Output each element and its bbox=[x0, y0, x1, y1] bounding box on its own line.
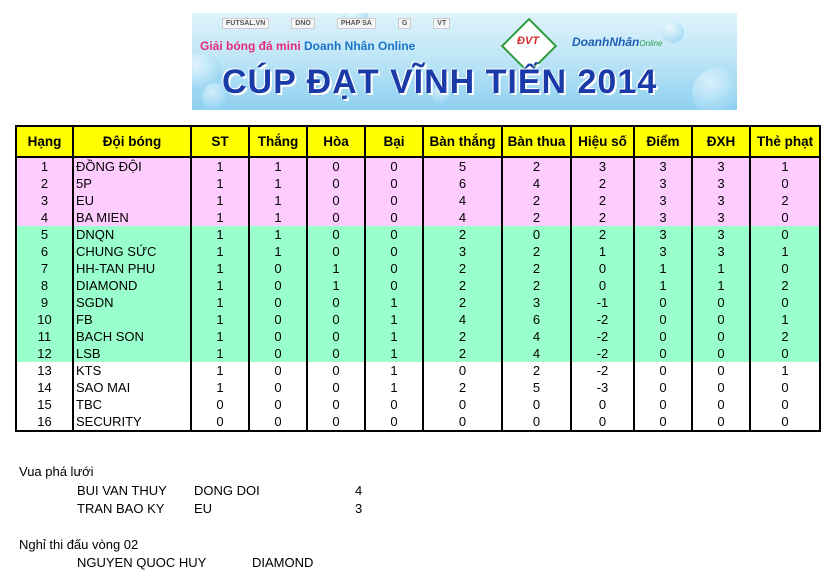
tournament-banner bbox=[192, 13, 737, 110]
cell-points: 0 bbox=[634, 328, 692, 345]
cell-played: 1 bbox=[191, 157, 249, 175]
cell-goals-against: 2 bbox=[502, 192, 571, 209]
cell-goals-against: 2 bbox=[502, 243, 571, 260]
cell-ranking-points: 0 bbox=[692, 379, 750, 396]
cell-drawn: 1 bbox=[307, 260, 365, 277]
cell-won: 0 bbox=[249, 362, 307, 379]
cell-won: 1 bbox=[249, 175, 307, 192]
cell-goals-for: 0 bbox=[423, 362, 502, 379]
cell-cards: 1 bbox=[750, 311, 820, 328]
cell-goal-diff: -1 bbox=[571, 294, 634, 311]
table-header bbox=[16, 126, 820, 157]
cell-goals-against: 4 bbox=[502, 175, 571, 192]
cell-team: SAO MAI bbox=[73, 379, 191, 396]
subtitle-brand: Doanh Nhân Online bbox=[304, 39, 416, 53]
cell-team: HH-TAN PHU bbox=[73, 260, 191, 277]
cell-goals-against: 5 bbox=[502, 379, 571, 396]
cell-points: 0 bbox=[634, 379, 692, 396]
cell-played: 1 bbox=[191, 226, 249, 243]
cell-rank: 10 bbox=[16, 311, 73, 328]
cell-played: 1 bbox=[191, 362, 249, 379]
cell-rank: 15 bbox=[16, 396, 73, 413]
cell-drawn: 1 bbox=[307, 277, 365, 294]
cell-cards: 0 bbox=[750, 175, 820, 192]
cell-ranking-points: 0 bbox=[692, 362, 750, 379]
cell-points: 3 bbox=[634, 175, 692, 192]
cell-cards: 1 bbox=[750, 362, 820, 379]
cell-ranking-points: 3 bbox=[692, 157, 750, 175]
bubble-decoration bbox=[692, 68, 737, 110]
cell-won: 1 bbox=[249, 209, 307, 226]
table-row bbox=[16, 243, 820, 260]
cell-points: 0 bbox=[634, 311, 692, 328]
cell-goals-against: 4 bbox=[502, 328, 571, 345]
column-header-goal-diff: Hiệu số bbox=[571, 126, 634, 157]
cell-ranking-points: 1 bbox=[692, 277, 750, 294]
cell-cards: 1 bbox=[750, 157, 820, 175]
cell-goal-diff: 2 bbox=[571, 209, 634, 226]
table-body bbox=[16, 157, 820, 431]
cell-goal-diff: -3 bbox=[571, 379, 634, 396]
column-header-lost: Bại bbox=[365, 126, 423, 157]
cell-points: 3 bbox=[634, 192, 692, 209]
cell-goal-diff: 2 bbox=[571, 175, 634, 192]
cell-drawn: 0 bbox=[307, 311, 365, 328]
cell-won: 0 bbox=[249, 328, 307, 345]
table-row bbox=[16, 345, 820, 362]
cell-drawn: 0 bbox=[307, 396, 365, 413]
cell-won: 0 bbox=[249, 379, 307, 396]
cell-goal-diff: 2 bbox=[571, 226, 634, 243]
cell-team: EU bbox=[73, 192, 191, 209]
cell-lost: 1 bbox=[365, 345, 423, 362]
cell-cards: 0 bbox=[750, 260, 820, 277]
cell-goals-for: 6 bbox=[423, 175, 502, 192]
cell-played: 1 bbox=[191, 345, 249, 362]
cell-won: 0 bbox=[249, 260, 307, 277]
cell-goal-diff: 0 bbox=[571, 413, 634, 431]
cell-team: KTS bbox=[73, 362, 191, 379]
cell-played: 1 bbox=[191, 379, 249, 396]
cell-lost: 0 bbox=[365, 209, 423, 226]
suspended-team: DIAMOND bbox=[252, 555, 314, 570]
cell-won: 1 bbox=[249, 192, 307, 209]
cell-cards: 1 bbox=[750, 243, 820, 260]
cell-goal-diff: -2 bbox=[571, 311, 634, 328]
cell-cards: 2 bbox=[750, 277, 820, 294]
cell-goals-for: 2 bbox=[423, 277, 502, 294]
cell-points: 3 bbox=[634, 157, 692, 175]
cell-points: 0 bbox=[634, 362, 692, 379]
scorer-team: DONG DOI bbox=[194, 483, 260, 498]
cell-goal-diff: 1 bbox=[571, 243, 634, 260]
cell-played: 1 bbox=[191, 311, 249, 328]
cell-goals-for: 2 bbox=[423, 345, 502, 362]
cell-goals-for: 2 bbox=[423, 226, 502, 243]
sponsor-logo: G bbox=[398, 18, 411, 29]
column-header-played: ST bbox=[191, 126, 249, 157]
cell-goals-against: 2 bbox=[502, 209, 571, 226]
cell-rank: 3 bbox=[16, 192, 73, 209]
standings-table bbox=[15, 125, 821, 432]
cell-rank: 1 bbox=[16, 157, 73, 175]
scorer-team: EU bbox=[194, 501, 213, 516]
cell-ranking-points: 3 bbox=[692, 243, 750, 260]
cell-drawn: 0 bbox=[307, 345, 365, 362]
table-row bbox=[16, 209, 820, 226]
cell-goals-against: 6 bbox=[502, 311, 571, 328]
cell-played: 0 bbox=[191, 413, 249, 431]
cell-won: 0 bbox=[249, 413, 307, 431]
cell-points: 1 bbox=[634, 277, 692, 294]
cell-team: CHUNG SỨC bbox=[73, 243, 191, 260]
suspended-player: NGUYEN QUOC HUY bbox=[77, 555, 207, 570]
cell-rank: 8 bbox=[16, 277, 73, 294]
cell-goals-against: 3 bbox=[502, 294, 571, 311]
cell-ranking-points: 0 bbox=[692, 294, 750, 311]
cell-lost: 0 bbox=[365, 192, 423, 209]
cell-goals-for: 5 bbox=[423, 157, 502, 175]
cell-goals-for: 2 bbox=[423, 260, 502, 277]
cell-rank: 5 bbox=[16, 226, 73, 243]
cell-rank: 11 bbox=[16, 328, 73, 345]
cell-cards: 0 bbox=[750, 379, 820, 396]
cell-lost: 0 bbox=[365, 157, 423, 175]
sponsor-logos bbox=[222, 18, 450, 29]
cell-played: 1 bbox=[191, 328, 249, 345]
cell-goals-for: 0 bbox=[423, 413, 502, 431]
cell-points: 0 bbox=[634, 413, 692, 431]
cell-cards: 0 bbox=[750, 396, 820, 413]
cell-drawn: 0 bbox=[307, 328, 365, 345]
cell-lost: 0 bbox=[365, 175, 423, 192]
cell-goal-diff: 3 bbox=[571, 157, 634, 175]
cell-won: 0 bbox=[249, 345, 307, 362]
cell-team: ĐỒNG ĐỘI bbox=[73, 157, 191, 175]
dno-logo-suffix: Online bbox=[639, 39, 663, 48]
cell-goals-against: 2 bbox=[502, 260, 571, 277]
cell-played: 1 bbox=[191, 294, 249, 311]
cell-played: 1 bbox=[191, 243, 249, 260]
table-row bbox=[16, 175, 820, 192]
cell-team: DIAMOND bbox=[73, 277, 191, 294]
column-header-ranking-points: ĐXH bbox=[692, 126, 750, 157]
cell-won: 0 bbox=[249, 294, 307, 311]
sponsor-logo: DNO bbox=[291, 18, 315, 29]
cell-goal-diff: 2 bbox=[571, 192, 634, 209]
cell-team: DNQN bbox=[73, 226, 191, 243]
cell-lost: 0 bbox=[365, 396, 423, 413]
column-header-rank: Hạng bbox=[16, 126, 73, 157]
cell-points: 3 bbox=[634, 243, 692, 260]
scorer-player: BUI VAN THUY bbox=[77, 483, 167, 498]
cell-played: 1 bbox=[191, 175, 249, 192]
cell-goals-for: 2 bbox=[423, 294, 502, 311]
table-row bbox=[16, 294, 820, 311]
column-header-won: Thắng bbox=[249, 126, 307, 157]
column-header-points: Điểm bbox=[634, 126, 692, 157]
cell-drawn: 0 bbox=[307, 413, 365, 431]
table-row bbox=[16, 413, 820, 431]
cell-drawn: 0 bbox=[307, 294, 365, 311]
cell-lost: 0 bbox=[365, 413, 423, 431]
sponsor-logo: PHAP SA bbox=[337, 18, 376, 29]
cell-goals-against: 4 bbox=[502, 345, 571, 362]
cell-cards: 0 bbox=[750, 413, 820, 431]
cell-goal-diff: -2 bbox=[571, 345, 634, 362]
cell-ranking-points: 0 bbox=[692, 345, 750, 362]
cell-team: TBC bbox=[73, 396, 191, 413]
sponsor-emblem-text: ĐVT bbox=[517, 35, 539, 47]
sponsor-logo: VT bbox=[433, 18, 450, 29]
cell-rank: 6 bbox=[16, 243, 73, 260]
cell-goals-for: 0 bbox=[423, 396, 502, 413]
cell-played: 1 bbox=[191, 260, 249, 277]
cell-ranking-points: 3 bbox=[692, 209, 750, 226]
top-scorers-heading: Vua phá lưới bbox=[19, 464, 94, 479]
cell-cards: 0 bbox=[750, 226, 820, 243]
cell-drawn: 0 bbox=[307, 209, 365, 226]
cell-won: 1 bbox=[249, 226, 307, 243]
cell-goals-for: 3 bbox=[423, 243, 502, 260]
cell-ranking-points: 0 bbox=[692, 396, 750, 413]
cell-team: BA MIEN bbox=[73, 209, 191, 226]
table-row bbox=[16, 260, 820, 277]
cell-goals-against: 2 bbox=[502, 277, 571, 294]
cell-goals-against: 2 bbox=[502, 362, 571, 379]
cell-cards: 0 bbox=[750, 209, 820, 226]
cell-team: FB bbox=[73, 311, 191, 328]
cell-points: 3 bbox=[634, 226, 692, 243]
cell-lost: 0 bbox=[365, 277, 423, 294]
cell-goal-diff: 0 bbox=[571, 260, 634, 277]
cell-drawn: 0 bbox=[307, 226, 365, 243]
cell-goal-diff: 0 bbox=[571, 277, 634, 294]
cell-won: 1 bbox=[249, 243, 307, 260]
cell-goals-for: 4 bbox=[423, 311, 502, 328]
subtitle-prefix: Giải bóng đá mini bbox=[200, 39, 301, 53]
cell-cards: 2 bbox=[750, 328, 820, 345]
cell-ranking-points: 0 bbox=[692, 413, 750, 431]
cell-goals-for: 2 bbox=[423, 328, 502, 345]
cell-ranking-points: 1 bbox=[692, 260, 750, 277]
cell-goal-diff: 0 bbox=[571, 396, 634, 413]
cell-rank: 14 bbox=[16, 379, 73, 396]
column-header-goals-against: Bàn thua bbox=[502, 126, 571, 157]
cell-drawn: 0 bbox=[307, 192, 365, 209]
cell-rank: 13 bbox=[16, 362, 73, 379]
cell-rank: 2 bbox=[16, 175, 73, 192]
cell-lost: 1 bbox=[365, 362, 423, 379]
cell-rank: 7 bbox=[16, 260, 73, 277]
suspensions-heading: Nghỉ thi đấu vòng 02 bbox=[19, 537, 139, 552]
cell-rank: 12 bbox=[16, 345, 73, 362]
dno-logo bbox=[572, 35, 662, 49]
cell-goals-against: 0 bbox=[502, 396, 571, 413]
cell-points: 0 bbox=[634, 294, 692, 311]
table-row bbox=[16, 396, 820, 413]
table-row bbox=[16, 379, 820, 396]
cell-cards: 0 bbox=[750, 294, 820, 311]
header-row bbox=[16, 126, 820, 157]
scorer-goals: 3 bbox=[355, 501, 363, 516]
cell-goals-for: 4 bbox=[423, 209, 502, 226]
cell-team: SECURITY bbox=[73, 413, 191, 431]
cell-ranking-points: 0 bbox=[692, 311, 750, 328]
cell-ranking-points: 3 bbox=[692, 226, 750, 243]
column-header-cards: Thẻ phạt bbox=[750, 126, 820, 157]
cell-goal-diff: -2 bbox=[571, 328, 634, 345]
cell-points: 0 bbox=[634, 345, 692, 362]
cell-cards: 2 bbox=[750, 192, 820, 209]
table-row bbox=[16, 277, 820, 294]
cell-won: 0 bbox=[249, 396, 307, 413]
scorer-player: TRAN BAO KY bbox=[77, 501, 165, 516]
banner-subtitle bbox=[200, 39, 415, 53]
cell-cards: 0 bbox=[750, 345, 820, 362]
cell-rank: 9 bbox=[16, 294, 73, 311]
cell-goals-against: 0 bbox=[502, 226, 571, 243]
cell-played: 0 bbox=[191, 396, 249, 413]
cell-lost: 1 bbox=[365, 328, 423, 345]
cell-goal-diff: -2 bbox=[571, 362, 634, 379]
cell-goals-against: 2 bbox=[502, 157, 571, 175]
table-row bbox=[16, 328, 820, 345]
cell-won: 1 bbox=[249, 157, 307, 175]
cell-lost: 0 bbox=[365, 243, 423, 260]
column-header-goals-for: Bàn thắng bbox=[423, 126, 502, 157]
cell-team: SGDN bbox=[73, 294, 191, 311]
cell-lost: 1 bbox=[365, 294, 423, 311]
dno-logo-text: DoanhNhân bbox=[572, 35, 640, 49]
table-row bbox=[16, 192, 820, 209]
table-row bbox=[16, 362, 820, 379]
cell-points: 3 bbox=[634, 209, 692, 226]
cell-drawn: 0 bbox=[307, 175, 365, 192]
cell-points: 0 bbox=[634, 396, 692, 413]
cell-played: 1 bbox=[191, 192, 249, 209]
cell-lost: 0 bbox=[365, 226, 423, 243]
cell-team: BACH SON bbox=[73, 328, 191, 345]
cell-ranking-points: 3 bbox=[692, 175, 750, 192]
cell-drawn: 0 bbox=[307, 157, 365, 175]
cell-goals-for: 4 bbox=[423, 192, 502, 209]
cell-ranking-points: 3 bbox=[692, 192, 750, 209]
cell-drawn: 0 bbox=[307, 243, 365, 260]
cell-rank: 4 bbox=[16, 209, 73, 226]
table-row bbox=[16, 226, 820, 243]
cell-lost: 1 bbox=[365, 311, 423, 328]
cell-team: LSB bbox=[73, 345, 191, 362]
cell-won: 0 bbox=[249, 311, 307, 328]
cell-drawn: 0 bbox=[307, 379, 365, 396]
cell-goals-against: 0 bbox=[502, 413, 571, 431]
table-row bbox=[16, 157, 820, 175]
sponsor-logo: FUTSAL.VN bbox=[222, 18, 269, 29]
cell-team: 5P bbox=[73, 175, 191, 192]
column-header-drawn: Hòa bbox=[307, 126, 365, 157]
bubble-decoration bbox=[662, 21, 684, 43]
cell-played: 1 bbox=[191, 209, 249, 226]
cell-played: 1 bbox=[191, 277, 249, 294]
cell-ranking-points: 0 bbox=[692, 328, 750, 345]
cup-title: CÚP ĐẠT VĨNH TIẾN 2014 bbox=[222, 63, 658, 101]
cell-goals-for: 2 bbox=[423, 379, 502, 396]
column-header-team: Đội bóng bbox=[73, 126, 191, 157]
cell-won: 0 bbox=[249, 277, 307, 294]
cell-rank: 16 bbox=[16, 413, 73, 431]
cell-lost: 1 bbox=[365, 379, 423, 396]
cell-points: 1 bbox=[634, 260, 692, 277]
cell-lost: 0 bbox=[365, 260, 423, 277]
cell-drawn: 0 bbox=[307, 362, 365, 379]
table-row bbox=[16, 311, 820, 328]
scorer-goals: 4 bbox=[355, 483, 363, 498]
